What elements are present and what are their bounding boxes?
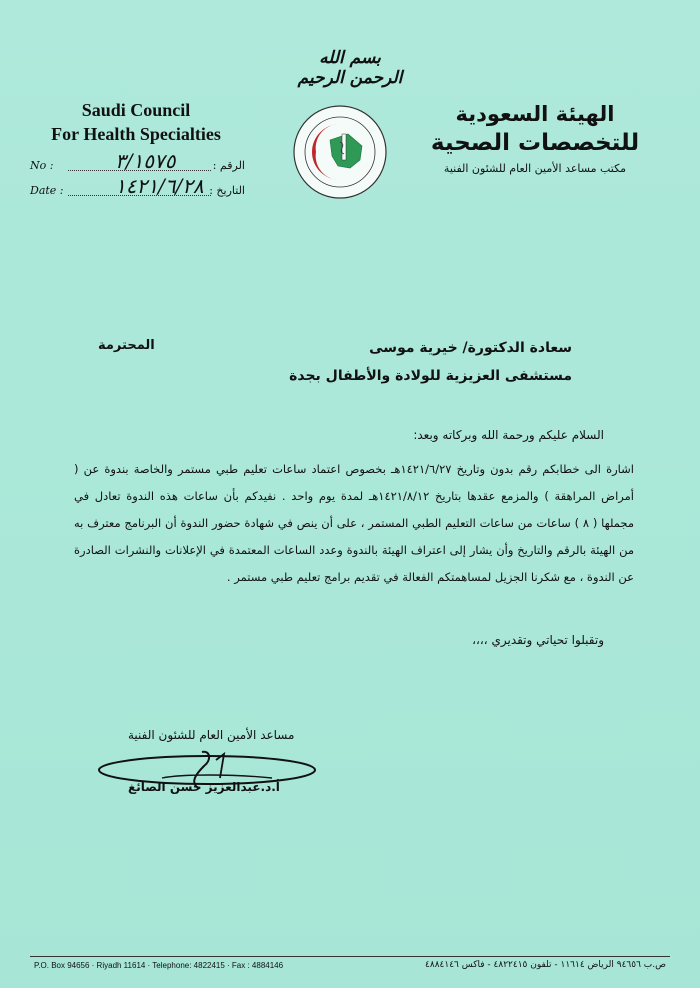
letter-body: اشارة الى خطابكم رقم بدون وتاريخ ١٤٢١/٦/٢٧هـ بخصوص اعتماد ساعات تعليم طبي مستمر والخاصة بندوة عن ( أمراض المراهقة ) والمزمع عقدها بتاريخ ١٤٢١/٨/١٢هـ لمدة يوم واحد . نفيدكم بأن ساعات هذه الندوة تعادل في مجملها ( ٨ ) ساعات من ساعات التعليم الطبي المستمر ، على أن ينص في شهادة حضور الندوة أن البرنامج معترف به من الهيئة بالرقم والتاريخ وأن يشار إلى اعتراف الهيئة بالندوة وعدد الساعات المعتمدة في الإعلانات والنشرات الصادرة عن الندوة ، مع شكرنا الجزيل لمساهمتكم الفعالة في تقديم برامج تعليم طبي مستمر . — [74, 462, 634, 584]
council-logo — [290, 102, 390, 202]
org-name-english-text: Saudi Council For Health Specialties — [51, 100, 221, 144]
number-label-en: No : — [30, 159, 54, 172]
footer-contact-arabic: ص.ب ٩٤٦٥٦ الرياض ١١٦١٤ - تلفون ٤٨٢٢٤١٥ - فاكس ٤٨٨٤١٤٦ — [425, 960, 666, 970]
greeting: السلام عليكم ورحمة الله وبركاته وبعد: — [413, 428, 604, 442]
date-label-en: Date : — [30, 184, 64, 197]
signatory-title: مساعد الأمين العام للشئون الفنية — [128, 728, 295, 742]
reference-date-row — [30, 174, 245, 202]
org-name-arabic — [400, 102, 670, 175]
signatory-name: أ.د.عبدالعزيز حسن الصائغ — [128, 780, 280, 794]
honorific: المحترمة — [98, 338, 155, 353]
reference-number-value: ٣/١٥٧٥ — [115, 149, 176, 173]
recipient-name: سعادة الدكتورة/ خيرية موسى — [369, 340, 572, 356]
number-label-ar: الرقم : — [212, 159, 245, 172]
recipient-institution: مستشفى العزيزية للولادة والأطفال بجدة — [289, 368, 572, 384]
org-name-english — [36, 98, 236, 146]
basmala: بسم الله الرحمن الرحيم — [297, 48, 403, 88]
org-name-arabic-line1: الهيئة السعودية — [455, 102, 615, 126]
office-name: مكتب مساعد الأمين العام للشئون الفنية — [443, 162, 627, 175]
reference-date-value: ١٤٢١/٦/٢٨ — [115, 174, 204, 198]
footer-contact-english: P.O. Box 94656 · Riyadh 11614 · Telephone: 4822415 · Fax : 4884146 — [34, 961, 284, 970]
org-name-arabic-line2: للتخصصات الصحية — [430, 130, 640, 156]
closing: وتقبلوا تحياتي وتقديري ،،،، — [472, 633, 604, 647]
footer-divider — [30, 956, 670, 957]
date-label-ar: التاريخ : — [209, 184, 245, 197]
